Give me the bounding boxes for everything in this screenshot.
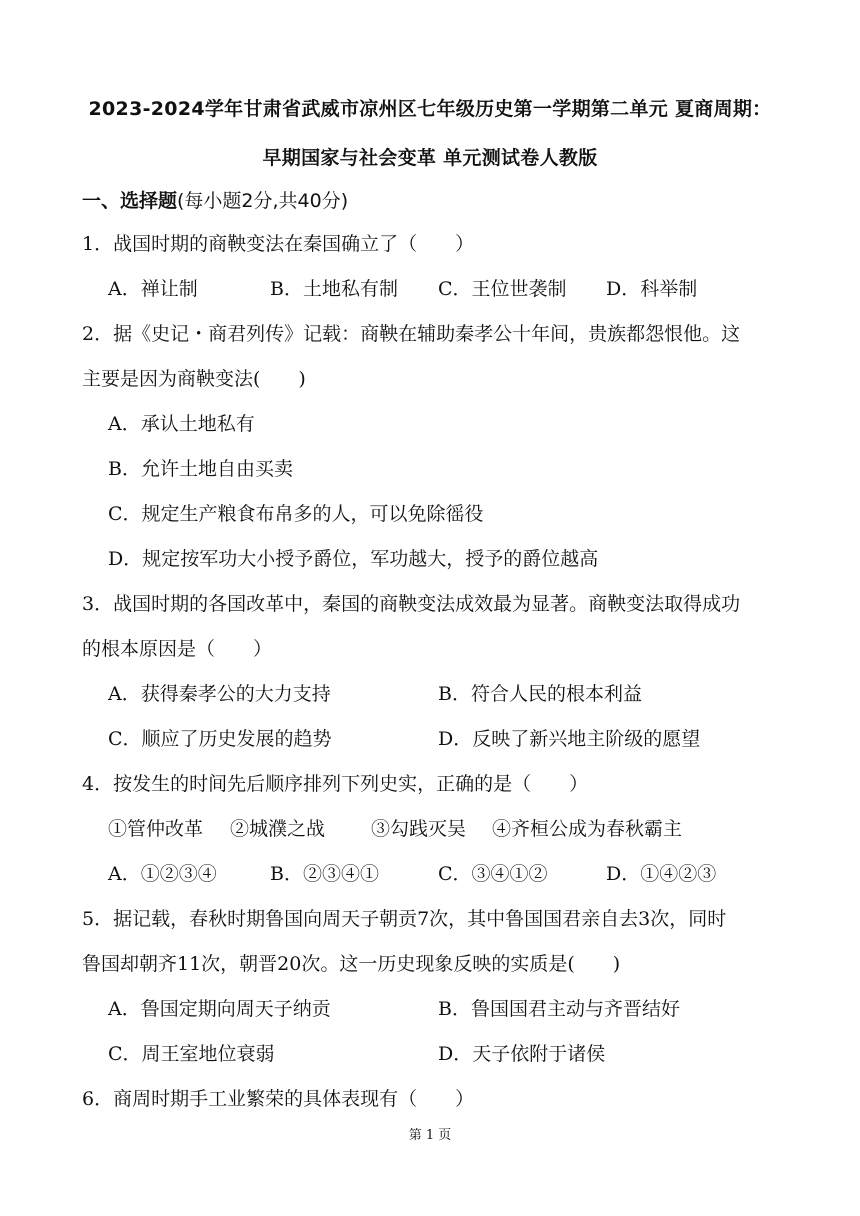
question-4-option-b: B．②③④① [270,863,379,885]
question-4-event-2: ②城濮之战 [230,818,326,840]
question-5-option-a: A．鲁国定期向周天子纳贡 [108,998,331,1020]
question-4-event-1: ①管仲改革 [108,818,204,840]
question-1-option-c: C．王位世袭制 [438,278,567,300]
question-2-option-a: A．承认土地私有 [108,413,255,435]
question-4-option-d: D．①④②③ [606,863,717,885]
question-1-option-a: A．禅让制 [108,278,198,300]
question-2-stem-line-1: 2．据《史记・商君列传》记载：商鞅在辅助秦孝公十年间，贵族都怨恨他。这 [82,323,741,345]
question-4-stem: 4．按发生的时间先后顺序排列下列史实，正确的是（ ） [82,773,589,795]
question-1-option-b: B．土地私有制 [270,278,398,300]
question-4-option-c: C．③④①② [438,863,548,885]
section-heading [82,186,348,213]
document-title-line-1: 2023-2024学年甘肃省武威市凉州区七年级历史第一学期第二单元 夏商周期： [88,98,772,120]
question-3-stem-line-2: 的根本原因是（ ） [82,638,273,660]
question-5-option-c: C．周王室地位衰弱 [108,1043,275,1065]
question-6-stem: 6．商周时期手工业繁荣的具体表现有（ ） [82,1088,475,1110]
question-3-option-c: C．顺应了历史发展的趋势 [108,728,332,750]
question-5-option-d: D．天子依附于诸侯 [438,1043,606,1065]
question-3-option-a: A．获得秦孝公的大力支持 [108,683,331,705]
document-title-line-2: 早期国家与社会变革 单元测试卷人教版 [262,147,598,169]
question-5-stem-line-1: 5．据记载，春秋时期鲁国向周天子朝贡7次，其中鲁国国君亲自去3次，同时 [82,908,727,930]
question-5-option-b: B．鲁国国君主动与齐晋结好 [438,998,680,1020]
question-4-option-a: A．①②③④ [108,863,217,885]
question-2-option-c: C．规定生产粮食布帛多的人，可以免除徭役 [108,503,484,525]
page-number-footer: 第 1 页 [408,1128,452,1143]
question-2-option-b: B．允许土地自由买卖 [108,458,293,480]
question-1-option-d: D．科举制 [606,278,698,300]
question-4-event-4: ④齐桓公成为春秋霸主 [492,818,683,840]
question-3-stem-line-1: 3．战国时期的各国改革中，秦国的商鞅变法成效最为显著。商鞅变法取得成功 [82,593,741,615]
question-1-stem: 1．战国时期的商鞅变法在秦国确立了（ ） [82,233,475,255]
question-3-option-b: B．符合人民的根本利益 [438,683,642,705]
question-5-stem-line-2: 鲁国却朝齐11次，朝晋20次。这一历史现象反映的实质是( ) [82,953,621,975]
question-2-option-d: D．规定按军功大小授予爵位，军功越大，授予的爵位越高 [108,548,599,570]
section-note: (每小题2分,共40分) [177,190,349,212]
question-2-stem-line-2: 主要是因为商鞅变法( ) [82,368,306,390]
question-3-option-d: D．反映了新兴地主阶级的愿望 [438,728,701,750]
question-4-event-3: ③勾践灭吴 [371,818,467,840]
section-title: 一、选择题 [82,190,178,212]
